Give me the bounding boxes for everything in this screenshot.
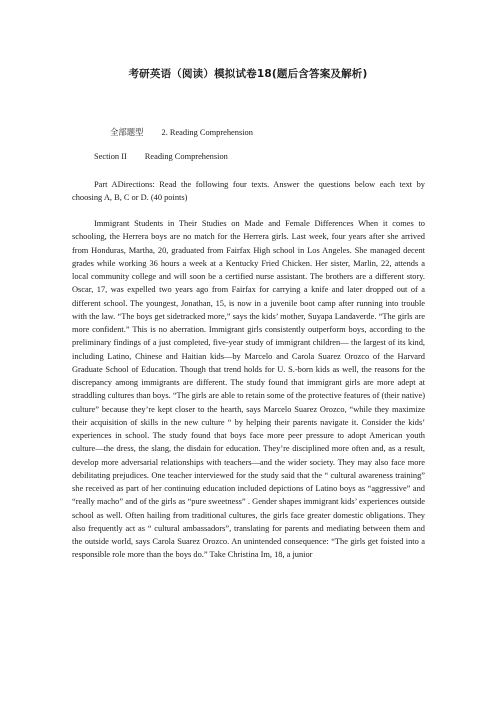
document-title: 考研英语（阅读）模拟试卷18(题后含答案及解析) bbox=[128, 68, 368, 80]
directions-paragraph: Part ADirections: Read the following four texts. Answer the questions below each text by choosing A, B, C or D. (40 points) bbox=[72, 180, 425, 203]
section-label: Section II bbox=[94, 152, 127, 161]
question-type-value: 2. Reading Comprehension bbox=[161, 128, 253, 137]
question-type-label: 全部题型 bbox=[110, 128, 144, 137]
reading-passage: Immigrant Students in Their Studies on Made and Female Differences When it comes to schooling, the Herrera boys are no match for the Herrera girls. Last week, four years after she arrived from Honduras, Martha, 20, graduated from Fairfax High school in Los Angeles. She managed decent grades while working 36 hours a week at a Kentucky Fried Chicken. Her sister, Marlin, 22, attends a local community college and will soon be a certified nurse assistant. The brothers are a different story. Oscar, 17, was expelled two years ago from Fairfax for carrying a knife and later dropped out of a different school. The youngest, Jonathan, 15, is now in a juvenile boot camp after running into trouble with the law. “The boys get sidetracked more,” says the kids’ mother, Suyapa Landaverde. “The girls are more confident.” This is no aberration. Immigrant girls consistently outperform boys, according to the preliminary findings of a just completed, five-year study of immigrant children— the largest of its kind, including Latino, Chinese and Haitian kids—by Marcelo and Carola Suarez Orozco of the Harvard Graduate School of Education. Though that trend holds for U. S.-born kids as well, the reasons for the discrepancy among immigrants are different. The study found that immigrant girls are more adept at straddling cultures than boys. “The girls are able to retain some of the protective features of (their native) culture” because they’re kept closer to the hearth, says Marcelo Suarez Orozco, “while they maximize their acquisition of skills in the new culture “ by helping their parents navigate it. Consider the kids’ experiences in school. The study found that boys face more peer pressure to adopt American youth culture—the dress, the slang, the disdain for education. They’re disciplined more often and, as a result, develop more adversarial relationships with teachers—and the wider society. They may also face more debilitating prejudices. One teacher interviewed for the study said that the “ cultural awareness training” she received as part of her continuing education included depictions of Latino boys as “aggressive” and “really macho” and of the girls as “pure sweetness” . Gender shapes immigrant kids’ experiences outside school as well. Often hailing from traditional cultures, the girls face greater domestic obligations. They also frequently act as “ cultural ambassadors”, translating for parents and mediating between them and the outside world, says Carola Suarez Orozco. An unintended consequence: “The girls get foisted into a responsible role more than the boys do.” Take Christina Im, 18, a junior bbox=[72, 219, 425, 560]
section-name: Reading Comprehension bbox=[144, 152, 228, 161]
section-heading bbox=[94, 152, 228, 161]
question-type-row bbox=[110, 126, 253, 138]
